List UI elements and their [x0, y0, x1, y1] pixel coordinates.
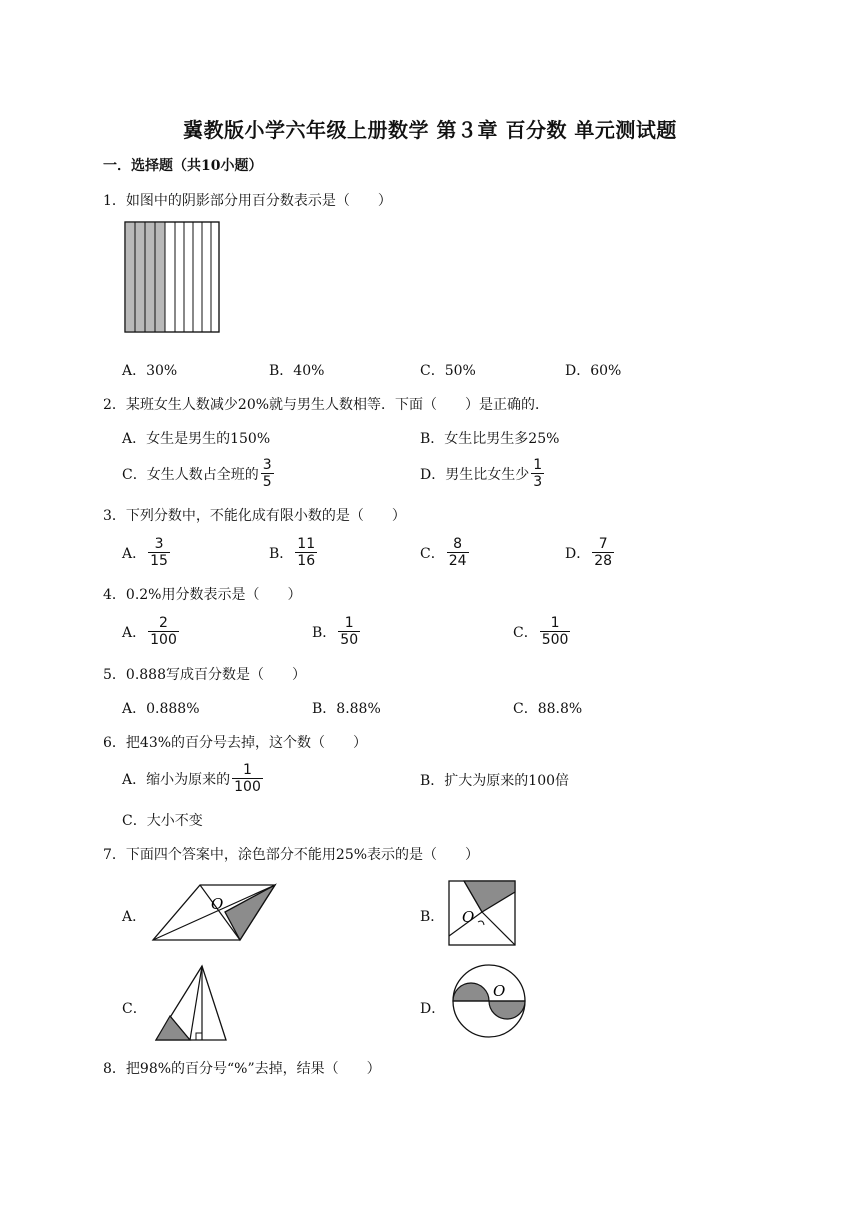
q6-option-c[interactable]: C．大小不变: [122, 813, 203, 829]
q1-option-a[interactable]: A．30%: [122, 363, 178, 379]
q3-option-c[interactable]: [420, 536, 469, 569]
q2-option-a[interactable]: A．女生是男生的150%: [122, 431, 271, 447]
q7-option-b-label[interactable]: B．: [420, 909, 445, 925]
q2-option-c-text: C．女生人数占全班的: [122, 466, 259, 483]
question-5-stem: 5．0.888写成百分数是（ ）: [103, 667, 306, 683]
q7-option-d-label[interactable]: D．: [420, 1001, 446, 1017]
q7-figure-d-circle: [448, 960, 536, 1046]
q3-option-d[interactable]: [565, 536, 614, 569]
q1-option-d[interactable]: D．60%: [565, 363, 622, 379]
q3-option-d-fraction: $\frac{7}{28}$: [594, 536, 613, 569]
q3-option-a[interactable]: [122, 536, 170, 569]
q5-option-a[interactable]: A．0.888%: [122, 701, 200, 717]
question-1-stem: 1．如图中的阴影部分用百分数表示是（ ）: [103, 193, 392, 209]
q3-option-d-letter: D．: [565, 545, 591, 562]
question-4-stem: 4．0.2%用分数表示是（ ）: [103, 587, 302, 603]
q2-option-c-fraction: $\frac{3}{5}$: [262, 457, 272, 490]
q5-option-c[interactable]: C．88.8%: [513, 701, 583, 717]
q3-option-a-letter: A．: [122, 545, 147, 562]
question-7-stem: 7．下面四个答案中，涂色部分不能用25%表示的是（ ）: [103, 847, 480, 863]
q3-option-b-letter: B．: [269, 545, 294, 562]
q6-option-a-fraction: $\frac{1}{100}$: [234, 762, 261, 795]
page-title: 冀教版小学六年级上册数学 第３章 百分数 单元测试题: [183, 118, 677, 142]
q1-strip-figure: [123, 220, 223, 336]
q3-option-c-letter: C．: [420, 545, 445, 562]
question-3-stem: 3．下列分数中，不能化成有限小数的是（ ）: [103, 508, 406, 524]
q7-figure-a-point-label: O: [211, 895, 224, 913]
q4-option-b-letter: B．: [312, 624, 337, 641]
question-6-stem: 6．把43%的百分号去掉，这个数（ ）: [103, 735, 368, 751]
q2-option-d-fraction: $\frac{1}{3}$: [533, 457, 543, 490]
question-2-stem: 2．某班女生人数减少20%就与男生人数相等．下面（ ）是正确的．: [103, 397, 550, 413]
q6-option-a-text: A．缩小为原来的: [122, 771, 231, 788]
q4-option-c-letter: C．: [513, 624, 538, 641]
q7-figure-b-point-label: O: [462, 908, 475, 926]
q4-option-a[interactable]: [122, 615, 179, 648]
q2-option-d[interactable]: [420, 457, 544, 490]
q7-figure-d-point-label: O: [493, 982, 506, 1000]
q2-option-b[interactable]: B．女生比男生多25%: [420, 431, 560, 447]
q4-option-b-fraction: $\frac{1}{50}$: [340, 615, 359, 648]
section-heading: 一．选择题（共10小题）: [103, 158, 263, 174]
q4-option-a-letter: A．: [122, 624, 147, 641]
q2-option-d-text: D．男生比女生少: [420, 466, 530, 483]
q2-option-c[interactable]: [122, 457, 274, 490]
q3-option-b[interactable]: [269, 536, 317, 569]
q3-option-c-fraction: $\frac{8}{24}$: [448, 536, 467, 569]
q7-figure-c-triangle: [150, 962, 230, 1044]
q7-option-c-label[interactable]: C．: [122, 1001, 147, 1017]
question-8-stem: 8．把98%的百分号“%”去掉，结果（ ）: [103, 1061, 381, 1077]
q3-option-b-fraction: $\frac{11}{16}$: [297, 536, 316, 569]
q5-option-b[interactable]: B．8.88%: [312, 701, 381, 717]
q6-option-a[interactable]: [122, 762, 263, 795]
q6-option-b[interactable]: B．扩大为原来的100倍: [420, 773, 570, 789]
q3-option-a-fraction: $\frac{3}{15}$: [150, 536, 168, 569]
q7-figure-a-parallelogram: [145, 880, 285, 946]
q4-option-c-fraction: $\frac{1}{500}$: [541, 615, 569, 648]
q4-option-a-fraction: $\frac{2}{100}$: [150, 615, 177, 648]
q4-option-b[interactable]: [312, 615, 360, 648]
q4-option-c[interactable]: [513, 615, 570, 648]
q7-figure-b-square: [446, 878, 520, 948]
q7-option-a-label[interactable]: A．: [122, 909, 147, 925]
q1-option-c[interactable]: C．50%: [420, 363, 476, 379]
q1-option-b[interactable]: B．40%: [269, 363, 325, 379]
